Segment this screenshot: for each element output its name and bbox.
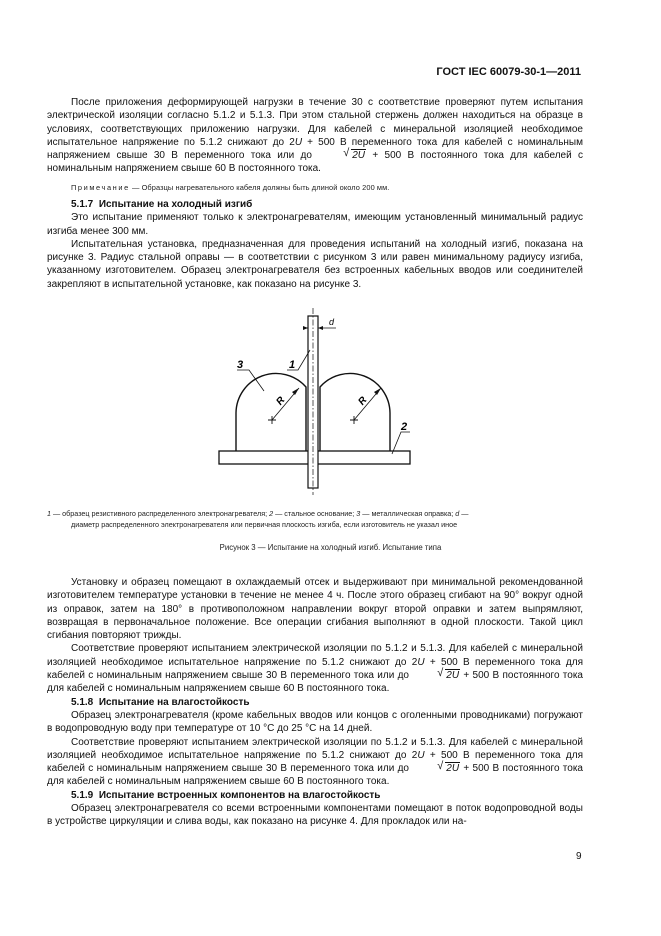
right-radius-label: R <box>356 394 370 408</box>
page-number: 9 <box>576 851 582 862</box>
left-radius-label: R <box>274 394 288 408</box>
section-heading-5-1-8: 5.1.8 Испытание на влагостойкость <box>71 696 250 708</box>
callout-2: 2 <box>401 421 408 433</box>
right-mandrel <box>320 373 390 451</box>
paragraph-conformity-517: Соответствие проверяют испытанием электрической изоляции по 5.1.2 и 5.1.3. Для кабелей с минеральной изоляцией необходимое испытательное напряжение по 5.1.2 снижают до 2U + 500 В переменного тока для кабелей с номинальным напряжением свыше 30 В переменного тока или до √ 2U + 500 В постоянного тока для кабелей с номинальным напряжением свыше 60 В постоянного тока. <box>47 643 583 695</box>
callout-1: 1 <box>289 359 296 371</box>
section-heading: 5.1.7 Испытание на холодный изгиб <box>71 199 253 210</box>
left-mandrel <box>236 373 306 451</box>
leader-3 <box>237 370 264 391</box>
standard-header: ГОСТ IEC 60079-30-1—2011 <box>436 66 581 78</box>
paragraph-after-load: После приложения деформирующей нагрузки в течение 30 с соответствие проверяют путем испытания электрической изоляции согласно 5.1.2 и 5.1.3. При этом стальной стержень должен находиться на образце в условиях, соответствующих приложению нагрузки. Для кабелей с минеральной изоляцией необходимое испытательное напряжение по 5.1.2 снижают до 2U + 500 В переменного тока для кабелей с номинальным напряжением свыше 30 В переменного тока или до √ 2U + 500 В постоянного тока для кабелей с номинальным напряжением свыше 60 В постоянного тока. <box>47 97 583 175</box>
section-heading-5-1-9: 5.1.9 Испытание встроенных компонентов на влагостойкость <box>71 789 381 801</box>
sqrt-formula: √ 2U <box>343 147 366 162</box>
paragraph-bending-cycle: Установку и образец помещают в охлаждаемый отсек и выдерживают при минимальной рекомендованной изготовителем температуре установки в течение не менее 4 ч. После этого образец сгибают на 90° вокруг одной из оправок, затем на 180° в противоположном направлении вокруг второй оправки и затем выпрямляют, возвращая в первоначальное положение. Все операции сгибания выполняют в одной плоскости. Такой цикл сгибания повторяют трижды. <box>47 577 583 642</box>
note: Примечание — Образцы нагревательного кабеля должны быть длиной около 200 мм. <box>71 183 390 192</box>
body-text-lower: Установку и образец помещают в охлаждаемый отсек и выдерживают при минимальной рекомендованной изготовителем температуре установки в течение не менее 4 ч. После этого образец сгибают на 90° вокруг одной из оправок, затем на 180° в противоположном направлении вокруг второй оправки и затем выпрямляют, возвращая в первоначальное положение. Все операции сгибания выполняют в одной плоскости. Такой цикл сгибания повторяют трижды. Соответствие проверяют испытанием электрической изоляции по 5.1.2 и 5.1.3. Для кабелей с минеральной изоляцией необходимое испытательное напряжение по 5.1.2 снижают до 2U + 500 В переменного тока для кабелей с номинальным напряжением свыше 30 В переменного тока или до √ 2U + 500 В постоянного тока для кабелей с номинальным напряжением свыше 60 В постоянного тока. 5.1.8 Испытание на влагостойкость Образец электронагревателя (кроме кабельных вводов или концов с оголенными проводниками) погружают в водопроводную воду при температуре от 10 °С до 25 °С на 14 дней. Соответствие проверяют испытанием электрической изоляции по 5.1.2 и 5.1.3. Для кабелей с минеральной изоляцией необходимое испытательное напряжение по 5.1.2 снижают до 2U + 500 В переменного тока для кабелей с номинальным напряжением свыше 30 В переменного тока или до √ 2U + 500 В постоянного тока для кабелей с номинальным напряжением свыше 60 В постоянного тока. 5.1.9 Испытание встроенных компонентов на влагостойкость Образец электронагревателя со всеми встроенными компонентами помещают в поток водопроводной воды в устройстве циркуляции и слива воды, как показано на рисунке 4. Для прокладок или на- <box>47 577 583 828</box>
callout-d: d <box>329 317 335 327</box>
figure-legend: 1 — образец резистивного распределенного электронагревателя; 2 — стальное основание; 3 — металлическая оправка; d — диаметр распределенного электронагревателя или первичная плоскость изгиба, если изготовитель не указал иное <box>47 509 469 529</box>
section-5-1-7: 5.1.7 Испытание на холодный изгиб Это испытание применяют только к электронагревателям, имеющим установленный минимальный радиус изгиба менее 300 мм. Испытательная установка, предназначенная для проведения испытаний на холодный изгиб, показана на рисунке 3. Радиус стальной оправы — в соответствии с рисунком 3 или равен минимальному радиусу изгиба, указанному изготовителем. Образец электронагревателя без встроенных кабельных вводов или соединителей закрепляют в испытательной установке, как показано на рисунке 3. <box>47 199 583 290</box>
callout-3: 3 <box>237 359 244 371</box>
figure-caption: Рисунок 3 — Испытание на холодный изгиб. Испытание типа <box>219 543 442 552</box>
